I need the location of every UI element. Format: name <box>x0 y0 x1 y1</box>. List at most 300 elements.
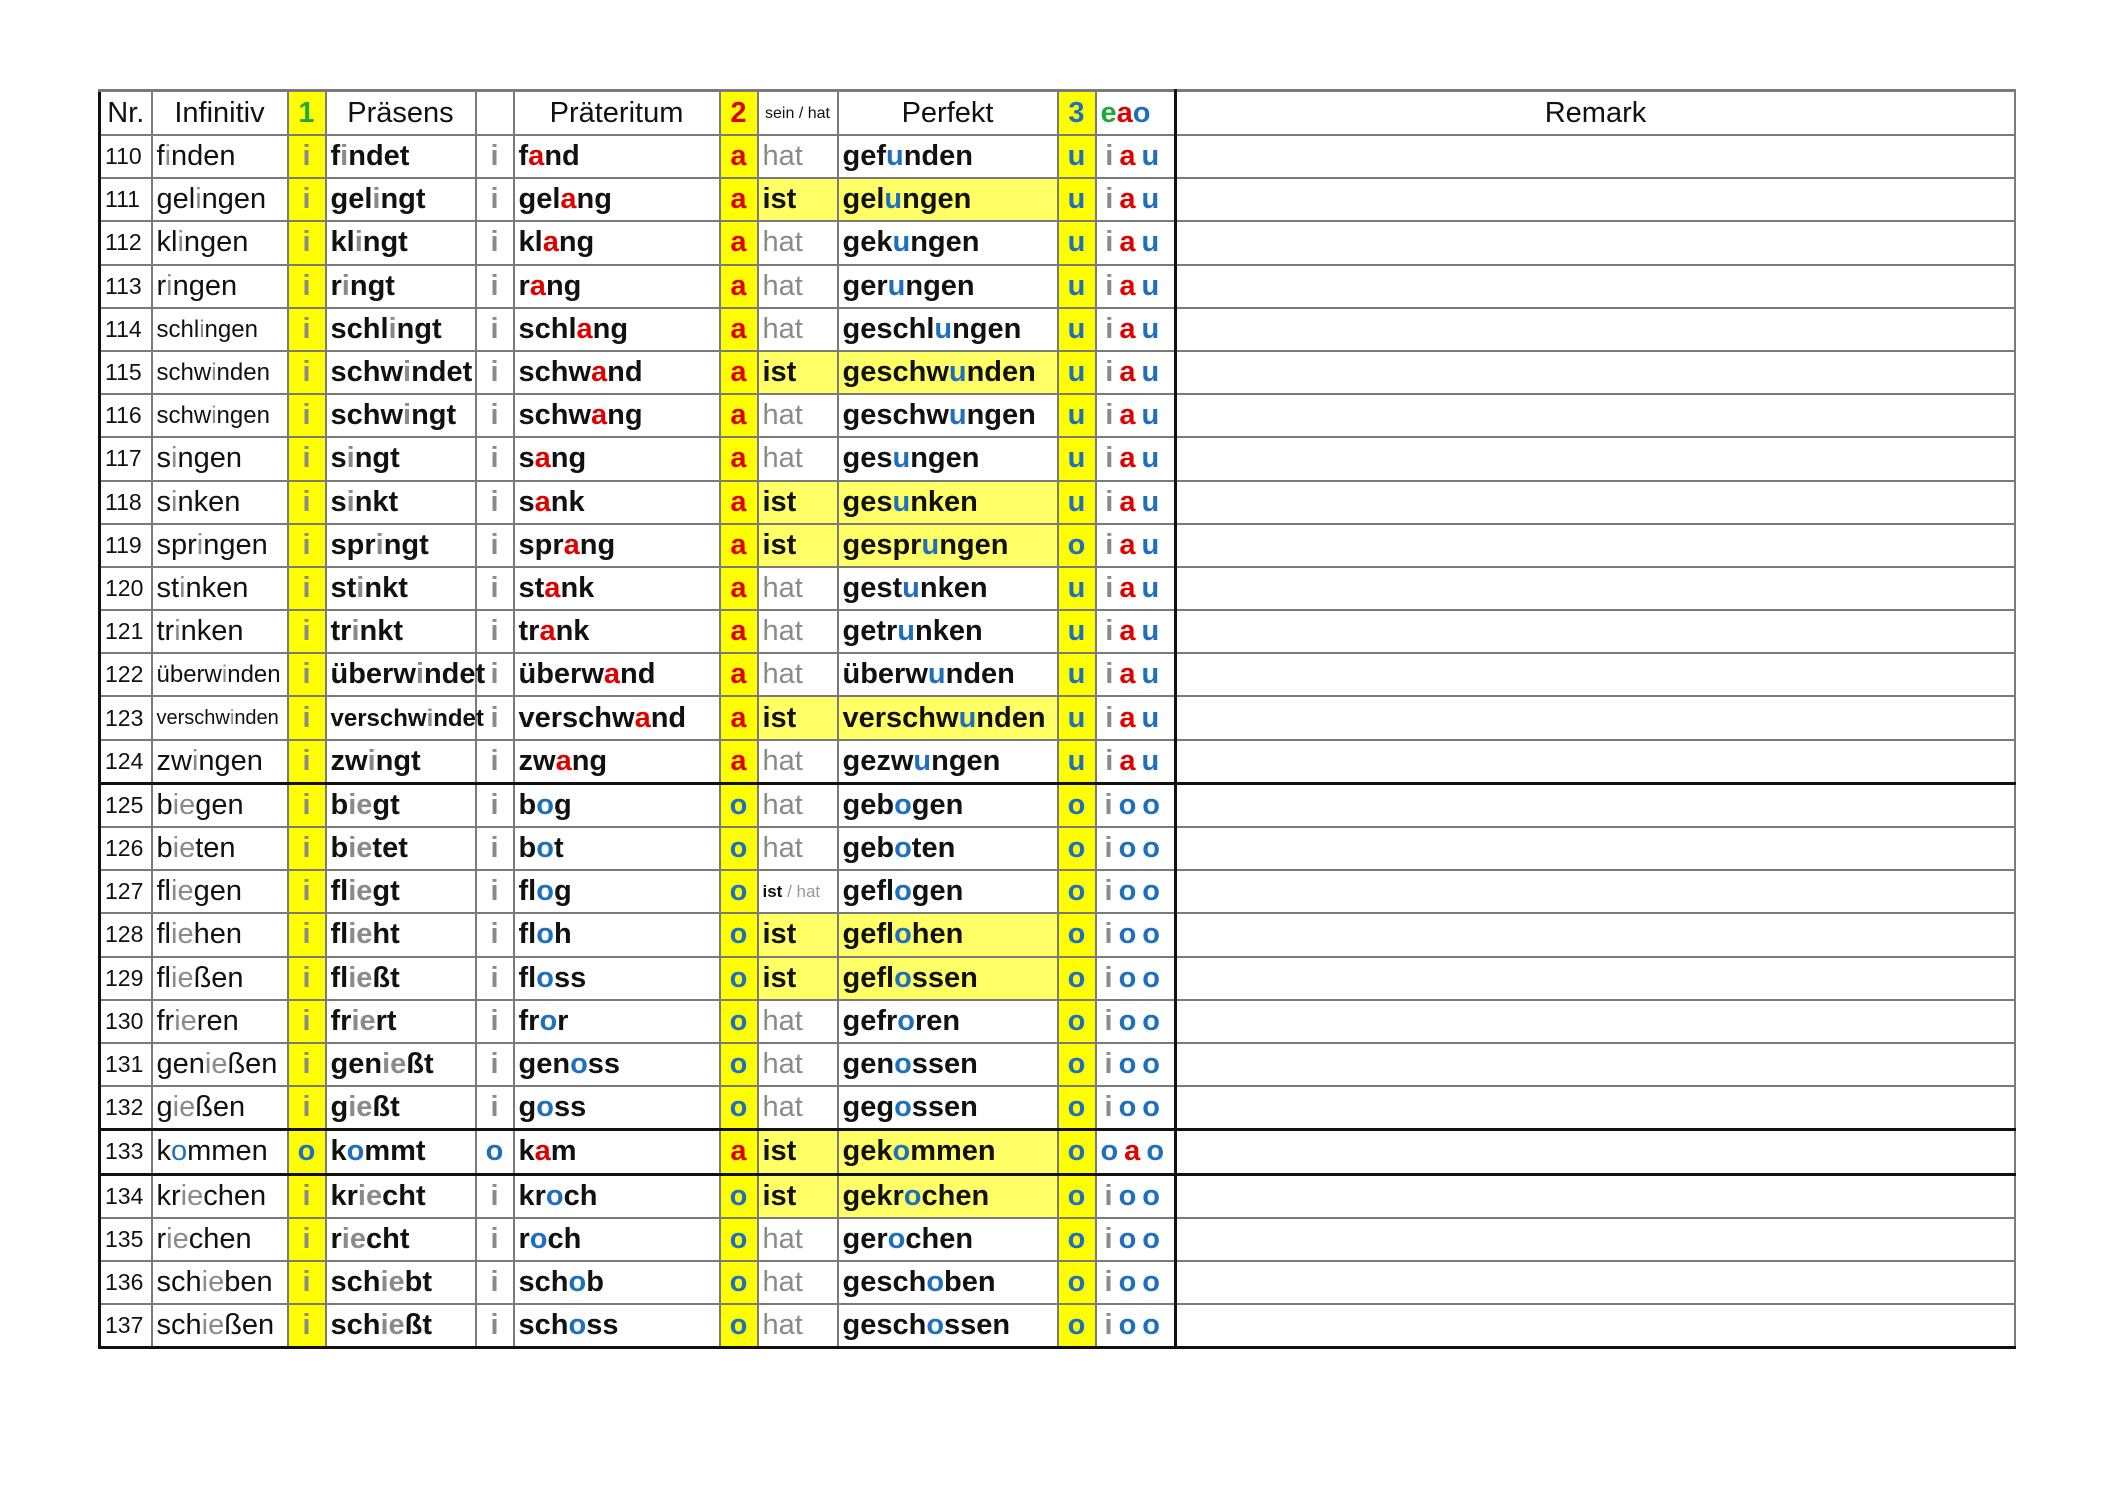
remark-cell <box>1176 524 2016 567</box>
infinitiv-cell: schießen <box>152 1304 288 1348</box>
vowel-marker-3: o <box>1058 913 1096 956</box>
praeteritum-cell: schlang <box>514 308 720 351</box>
auxiliary-cell: ist <box>758 524 838 567</box>
vowel-marker-3: u <box>1058 265 1096 308</box>
table-row <box>100 135 2016 178</box>
vowel-praesens: i <box>476 524 514 567</box>
vowel-marker-3: u <box>1058 696 1096 739</box>
table-row <box>100 178 2016 221</box>
vowel-marker-2: a <box>720 653 758 696</box>
row-number: 131 <box>100 1043 152 1086</box>
row-number: 125 <box>100 783 152 827</box>
praesens-cell: stinkt <box>326 567 476 610</box>
vowel-marker-1: o <box>288 1130 326 1174</box>
perfekt-cell: geschwunden <box>838 351 1058 394</box>
praeteritum-cell: genoss <box>514 1043 720 1086</box>
vowel-praesens: i <box>476 437 514 480</box>
infinitiv-cell: genießen <box>152 1043 288 1086</box>
vowel-marker-3: o <box>1058 827 1096 870</box>
eao-pattern: oao <box>1096 1130 1176 1174</box>
table-row <box>100 696 2016 739</box>
vowel-marker-2: a <box>720 524 758 567</box>
praesens-cell: biegt <box>326 783 476 827</box>
row-number: 136 <box>100 1261 152 1304</box>
praesens-cell: schießt <box>326 1304 476 1348</box>
auxiliary-cell: hat <box>758 1000 838 1043</box>
remark-cell <box>1176 394 2016 437</box>
row-number: 127 <box>100 870 152 913</box>
table-row <box>100 740 2016 784</box>
header-eao-label: eao <box>1100 96 1151 129</box>
praesens-cell: gelingt <box>326 178 476 221</box>
vowel-marker-2: a <box>720 740 758 784</box>
praeteritum-cell: klang <box>514 221 720 264</box>
praesens-cell: sinkt <box>326 481 476 524</box>
row-number: 115 <box>100 351 152 394</box>
infinitiv-cell: kommen <box>152 1130 288 1174</box>
table-row <box>100 437 2016 480</box>
remark-cell <box>1176 221 2016 264</box>
header-infinitiv: Infinitiv <box>152 91 288 136</box>
table-row <box>100 1174 2016 1218</box>
infinitiv-cell: fliegen <box>152 870 288 913</box>
vowel-marker-2: o <box>720 1000 758 1043</box>
perfekt-cell: gekommen <box>838 1130 1058 1174</box>
eao-pattern: ioo <box>1096 1261 1176 1304</box>
vowel-marker-3: u <box>1058 394 1096 437</box>
header-remark: Remark <box>1176 91 2016 136</box>
vowel-marker-3: u <box>1058 308 1096 351</box>
vowel-praesens: i <box>476 1218 514 1261</box>
perfekt-cell: gezwungen <box>838 740 1058 784</box>
table-row <box>100 394 2016 437</box>
auxiliary-cell: hat <box>758 740 838 784</box>
vowel-marker-2: o <box>720 1086 758 1130</box>
vowel-marker-1: i <box>288 1218 326 1261</box>
vowel-marker-2: a <box>720 178 758 221</box>
praesens-cell: verschwindet <box>326 696 476 739</box>
table-row <box>100 653 2016 696</box>
perfekt-cell: gestunken <box>838 567 1058 610</box>
infinitiv-cell: schwinden <box>152 351 288 394</box>
praesens-cell: flieht <box>326 913 476 956</box>
table-row <box>100 957 2016 1000</box>
vowel-praesens: o <box>476 1130 514 1174</box>
eao-pattern: ioo <box>1096 1304 1176 1348</box>
perfekt-cell: gerungen <box>838 265 1058 308</box>
header-nr: Nr. <box>100 91 152 136</box>
vowel-marker-1: i <box>288 827 326 870</box>
auxiliary-cell: hat <box>758 1304 838 1348</box>
perfekt-cell: geschoben <box>838 1261 1058 1304</box>
praesens-cell: kommt <box>326 1130 476 1174</box>
praesens-cell: trinkt <box>326 610 476 653</box>
vowel-marker-1: i <box>288 913 326 956</box>
vowel-praesens: i <box>476 870 514 913</box>
auxiliary-cell: hat <box>758 653 838 696</box>
vowel-marker-2: a <box>720 394 758 437</box>
infinitiv-cell: springen <box>152 524 288 567</box>
row-number: 133 <box>100 1130 152 1174</box>
vowel-praesens: i <box>476 783 514 827</box>
eao-pattern: iau <box>1096 265 1176 308</box>
vowel-praesens: i <box>476 308 514 351</box>
auxiliary-cell: hat <box>758 135 838 178</box>
praesens-cell: schwingt <box>326 394 476 437</box>
vowel-praesens: i <box>476 653 514 696</box>
infinitiv-cell: bieten <box>152 827 288 870</box>
vowel-praesens: i <box>476 178 514 221</box>
vowel-praesens: i <box>476 135 514 178</box>
vowel-marker-3: u <box>1058 740 1096 784</box>
header-blank <box>476 91 514 136</box>
row-number: 137 <box>100 1304 152 1348</box>
eao-pattern: iau <box>1096 308 1176 351</box>
praeteritum-cell: rang <box>514 265 720 308</box>
perfekt-cell: verschwunden <box>838 696 1058 739</box>
row-number: 110 <box>100 135 152 178</box>
eao-pattern: iau <box>1096 135 1176 178</box>
vowel-marker-1: i <box>288 1086 326 1130</box>
row-number: 122 <box>100 653 152 696</box>
auxiliary-cell: hat <box>758 1043 838 1086</box>
auxiliary-cell: ist <box>758 957 838 1000</box>
perfekt-cell: geflohen <box>838 913 1058 956</box>
table-row <box>100 1000 2016 1043</box>
remark-cell <box>1176 1174 2016 1218</box>
vowel-marker-1: i <box>288 740 326 784</box>
praesens-cell: fließt <box>326 957 476 1000</box>
infinitiv-cell: fließen <box>152 957 288 1000</box>
perfekt-cell: gelungen <box>838 178 1058 221</box>
table-row <box>100 481 2016 524</box>
praesens-cell: schlingt <box>326 308 476 351</box>
row-number: 135 <box>100 1218 152 1261</box>
table-row <box>100 1130 2016 1174</box>
perfekt-cell: getrunken <box>838 610 1058 653</box>
perfekt-cell: gebogen <box>838 783 1058 827</box>
table-row <box>100 567 2016 610</box>
praeteritum-cell: sang <box>514 437 720 480</box>
praeteritum-cell: trank <box>514 610 720 653</box>
row-number: 119 <box>100 524 152 567</box>
praeteritum-cell: fand <box>514 135 720 178</box>
row-number: 123 <box>100 696 152 739</box>
remark-cell <box>1176 567 2016 610</box>
eao-pattern: ioo <box>1096 1043 1176 1086</box>
perfekt-cell: genossen <box>838 1043 1058 1086</box>
vowel-marker-1: i <box>288 653 326 696</box>
auxiliary-cell: hat <box>758 221 838 264</box>
table-row <box>100 1043 2016 1086</box>
praeteritum-cell: schwand <box>514 351 720 394</box>
infinitiv-cell: sinken <box>152 481 288 524</box>
infinitiv-cell: finden <box>152 135 288 178</box>
table-row <box>100 351 2016 394</box>
table-row <box>100 221 2016 264</box>
table-row <box>100 870 2016 913</box>
auxiliary-cell: ist <box>758 696 838 739</box>
remark-cell <box>1176 1130 2016 1174</box>
vowel-marker-1: i <box>288 1304 326 1348</box>
vowel-praesens: i <box>476 957 514 1000</box>
vowel-praesens: i <box>476 221 514 264</box>
remark-cell <box>1176 308 2016 351</box>
verb-table-sheet <box>98 89 2016 1349</box>
infinitiv-cell: verschwinden <box>152 696 288 739</box>
table-row <box>100 265 2016 308</box>
praeteritum-cell: flog <box>514 870 720 913</box>
vowel-marker-2: a <box>720 308 758 351</box>
vowel-marker-2: a <box>720 265 758 308</box>
auxiliary-cell: ist <box>758 1130 838 1174</box>
row-number: 116 <box>100 394 152 437</box>
remark-cell <box>1176 1043 2016 1086</box>
praesens-cell: singt <box>326 437 476 480</box>
row-number: 118 <box>100 481 152 524</box>
table-row <box>100 1261 2016 1304</box>
infinitiv-cell: fliehen <box>152 913 288 956</box>
auxiliary-cell: hat <box>758 265 838 308</box>
remark-cell <box>1176 827 2016 870</box>
vowel-marker-2: a <box>720 437 758 480</box>
vowel-praesens: i <box>476 394 514 437</box>
auxiliary-cell: hat <box>758 610 838 653</box>
praesens-cell: findet <box>326 135 476 178</box>
table-row <box>100 524 2016 567</box>
remark-cell <box>1176 1218 2016 1261</box>
remark-cell <box>1176 1000 2016 1043</box>
header-row <box>100 91 2016 136</box>
praesens-cell: friert <box>326 1000 476 1043</box>
auxiliary-cell: hat <box>758 308 838 351</box>
vowel-marker-1: i <box>288 178 326 221</box>
header-praesens: Präsens <box>326 91 476 136</box>
eao-pattern: ioo <box>1096 870 1176 913</box>
perfekt-cell: geflogen <box>838 870 1058 913</box>
vowel-marker-2: o <box>720 1261 758 1304</box>
eao-pattern: ioo <box>1096 1218 1176 1261</box>
remark-cell <box>1176 481 2016 524</box>
remark-cell <box>1176 265 2016 308</box>
header-perfekt: Perfekt <box>838 91 1058 136</box>
praesens-cell: schwindet <box>326 351 476 394</box>
praeteritum-cell: schoss <box>514 1304 720 1348</box>
vowel-marker-3: o <box>1058 957 1096 1000</box>
remark-cell <box>1176 178 2016 221</box>
vowel-marker-1: i <box>288 696 326 739</box>
perfekt-cell: überwunden <box>838 653 1058 696</box>
vowel-marker-2: o <box>720 1174 758 1218</box>
vowel-marker-3: u <box>1058 481 1096 524</box>
eao-pattern: ioo <box>1096 783 1176 827</box>
praeteritum-cell: sprang <box>514 524 720 567</box>
perfekt-cell: gerochen <box>838 1218 1058 1261</box>
eao-pattern: iau <box>1096 394 1176 437</box>
vowel-praesens: i <box>476 1261 514 1304</box>
infinitiv-cell: überwinden <box>152 653 288 696</box>
praesens-cell: gießt <box>326 1086 476 1130</box>
vowel-marker-1: i <box>288 783 326 827</box>
vowel-marker-3: o <box>1058 1086 1096 1130</box>
row-number: 130 <box>100 1000 152 1043</box>
praeteritum-cell: überwand <box>514 653 720 696</box>
table-row <box>100 1218 2016 1261</box>
vowel-praesens: i <box>476 1000 514 1043</box>
auxiliary-cell: hat <box>758 827 838 870</box>
row-number: 121 <box>100 610 152 653</box>
header-praeteritum: Präteritum <box>514 91 720 136</box>
auxiliary-cell: ist / hat <box>758 870 838 913</box>
perfekt-cell: gefunden <box>838 135 1058 178</box>
vowel-marker-2: o <box>720 913 758 956</box>
praeteritum-cell: floss <box>514 957 720 1000</box>
auxiliary-cell: hat <box>758 437 838 480</box>
infinitiv-cell: frieren <box>152 1000 288 1043</box>
remark-cell <box>1176 913 2016 956</box>
table-row <box>100 827 2016 870</box>
eao-pattern: iau <box>1096 610 1176 653</box>
praesens-cell: springt <box>326 524 476 567</box>
vowel-marker-2: a <box>720 135 758 178</box>
eao-pattern: iau <box>1096 178 1176 221</box>
infinitiv-cell: zwingen <box>152 740 288 784</box>
row-number: 111 <box>100 178 152 221</box>
infinitiv-cell: biegen <box>152 783 288 827</box>
vowel-praesens: i <box>476 610 514 653</box>
header-eao <box>1096 91 1176 136</box>
vowel-marker-3: u <box>1058 567 1096 610</box>
praeteritum-cell: fror <box>514 1000 720 1043</box>
perfekt-cell: geboten <box>838 827 1058 870</box>
praeteritum-cell: kroch <box>514 1174 720 1218</box>
row-number: 124 <box>100 740 152 784</box>
row-number: 128 <box>100 913 152 956</box>
praesens-cell: klingt <box>326 221 476 264</box>
vowel-marker-2: o <box>720 957 758 1000</box>
verb-table <box>98 89 2016 1349</box>
table-row <box>100 783 2016 827</box>
header-marker-3: 3 <box>1058 91 1096 136</box>
auxiliary-cell: ist <box>758 351 838 394</box>
vowel-marker-2: a <box>720 351 758 394</box>
praeteritum-cell: zwang <box>514 740 720 784</box>
vowel-marker-1: i <box>288 524 326 567</box>
praesens-cell: fliegt <box>326 870 476 913</box>
perfekt-cell: gesprungen <box>838 524 1058 567</box>
auxiliary-cell: hat <box>758 1086 838 1130</box>
vowel-praesens: i <box>476 740 514 784</box>
table-row <box>100 610 2016 653</box>
row-number: 129 <box>100 957 152 1000</box>
vowel-marker-3: u <box>1058 610 1096 653</box>
auxiliary-cell: hat <box>758 567 838 610</box>
praesens-cell: ringt <box>326 265 476 308</box>
eao-pattern: ioo <box>1096 827 1176 870</box>
header-marker-2: 2 <box>720 91 758 136</box>
praeteritum-cell: goss <box>514 1086 720 1130</box>
vowel-marker-3: o <box>1058 1261 1096 1304</box>
eao-pattern: iau <box>1096 696 1176 739</box>
perfekt-cell: gekungen <box>838 221 1058 264</box>
vowel-marker-1: i <box>288 1261 326 1304</box>
praeteritum-cell: gelang <box>514 178 720 221</box>
vowel-marker-3: o <box>1058 1174 1096 1218</box>
perfekt-cell: gekrochen <box>838 1174 1058 1218</box>
infinitiv-cell: kriechen <box>152 1174 288 1218</box>
vowel-marker-3: o <box>1058 1000 1096 1043</box>
row-number: 132 <box>100 1086 152 1130</box>
vowel-marker-2: a <box>720 610 758 653</box>
vowel-marker-3: u <box>1058 178 1096 221</box>
perfekt-cell: gesunken <box>838 481 1058 524</box>
vowel-marker-2: a <box>720 221 758 264</box>
remark-cell <box>1176 957 2016 1000</box>
vowel-marker-2: o <box>720 1043 758 1086</box>
remark-cell <box>1176 1304 2016 1348</box>
vowel-marker-3: u <box>1058 135 1096 178</box>
eao-pattern: iau <box>1096 653 1176 696</box>
vowel-marker-1: i <box>288 957 326 1000</box>
vowel-marker-2: o <box>720 1304 758 1348</box>
infinitiv-cell: stinken <box>152 567 288 610</box>
remark-cell <box>1176 1086 2016 1130</box>
vowel-marker-1: i <box>288 567 326 610</box>
remark-cell <box>1176 653 2016 696</box>
vowel-marker-1: i <box>288 308 326 351</box>
vowel-marker-1: i <box>288 1043 326 1086</box>
eao-pattern: iau <box>1096 567 1176 610</box>
perfekt-cell: geflossen <box>838 957 1058 1000</box>
remark-cell <box>1176 610 2016 653</box>
infinitiv-cell: schieben <box>152 1261 288 1304</box>
vowel-praesens: i <box>476 351 514 394</box>
vowel-marker-3: o <box>1058 870 1096 913</box>
auxiliary-cell: hat <box>758 1218 838 1261</box>
vowel-marker-1: i <box>288 221 326 264</box>
remark-cell <box>1176 351 2016 394</box>
eao-pattern: ioo <box>1096 1086 1176 1130</box>
header-marker-1: 1 <box>288 91 326 136</box>
vowel-marker-2: a <box>720 1130 758 1174</box>
auxiliary-cell: ist <box>758 481 838 524</box>
row-number: 117 <box>100 437 152 480</box>
perfekt-cell: geschlungen <box>838 308 1058 351</box>
praeteritum-cell: kam <box>514 1130 720 1174</box>
vowel-marker-2: o <box>720 870 758 913</box>
table-row <box>100 308 2016 351</box>
vowel-marker-2: a <box>720 696 758 739</box>
praeteritum-cell: bot <box>514 827 720 870</box>
vowel-marker-1: i <box>288 1000 326 1043</box>
vowel-marker-3: u <box>1058 351 1096 394</box>
row-number: 134 <box>100 1174 152 1218</box>
auxiliary-cell: ist <box>758 1174 838 1218</box>
vowel-marker-1: i <box>288 1174 326 1218</box>
vowel-marker-1: i <box>288 437 326 480</box>
infinitiv-cell: gießen <box>152 1086 288 1130</box>
vowel-praesens: i <box>476 1174 514 1218</box>
header-sein-hat: sein / hat <box>758 91 838 136</box>
eao-pattern: ioo <box>1096 913 1176 956</box>
vowel-marker-2: o <box>720 783 758 827</box>
praeteritum-cell: sank <box>514 481 720 524</box>
eao-pattern: ioo <box>1096 1000 1176 1043</box>
vowel-marker-1: i <box>288 870 326 913</box>
vowel-marker-1: i <box>288 610 326 653</box>
eao-pattern: ioo <box>1096 1174 1176 1218</box>
eao-pattern: iau <box>1096 481 1176 524</box>
